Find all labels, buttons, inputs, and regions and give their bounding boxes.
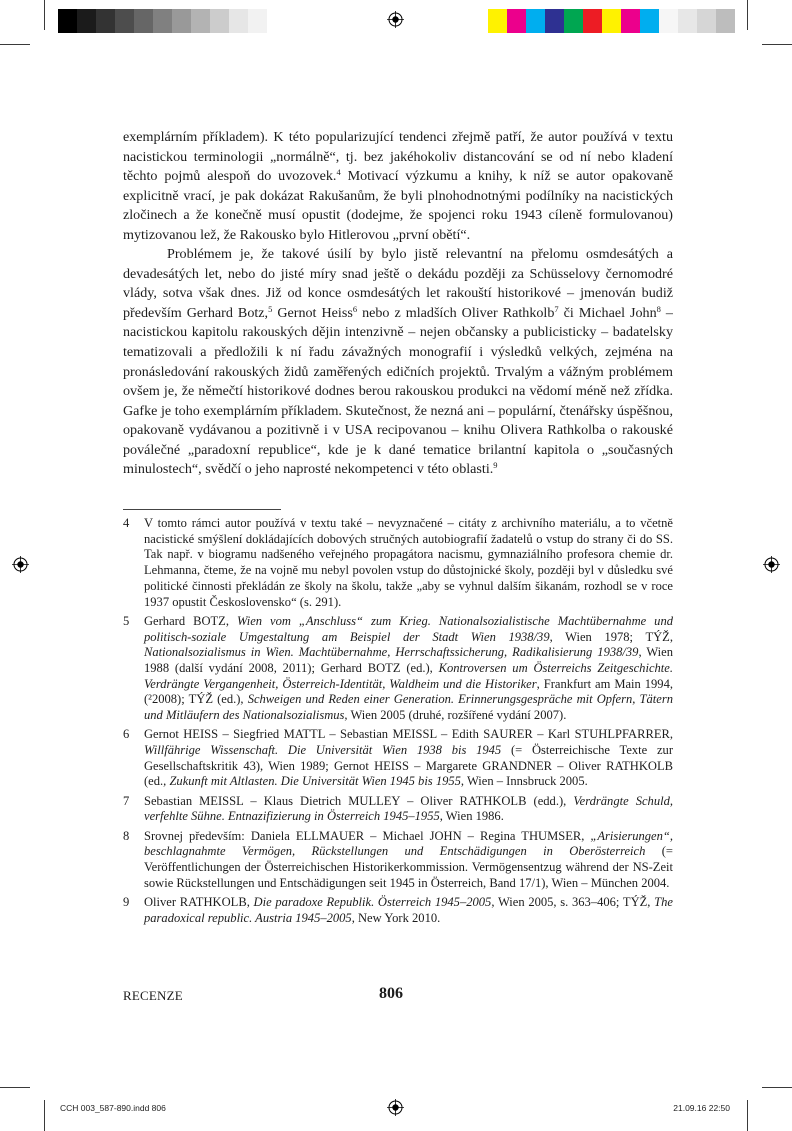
color-patch (716, 9, 735, 33)
color-patch (229, 9, 248, 33)
footnote-text: Srovnej především: Daniela ELLMAUER – Michael JOHN – Regina THUMSER, „Arisierungen“, beschlagnahmte Vermögen, Rückstellungen und Entschädigungen in Oberösterreich (= Veröffentlichungen der Österreichischen Historikerkommission. Vermögensentzug während der NS-Zeit sowie Rückstellungen und Entschädigungen seit 1945 in Österreich, Band 17/1), Wien – München 2004. (144, 828, 673, 890)
color-patch (488, 9, 507, 33)
crop-mark (0, 44, 30, 45)
footnote-text: Sebastian MEISSL – Klaus Dietrich MULLEY – Oliver RATHKOLB (edd.), Verdrängte Schuld, verfehlte Sühne. Entnazifizierung in Österreich 1945–1955, Wien 1986. (144, 793, 674, 824)
color-patch (678, 9, 697, 33)
footnote-text: Oliver RATHKOLB, Die paradoxe Republik. Österreich 1945–2005, Wien 2005, s. 363–406; TÝŽ, The paradoxical republic. Austria 1945–2005, New York 2010. (144, 895, 673, 925)
page-number: 806 (379, 985, 403, 1002)
color-patch (640, 9, 659, 33)
crop-mark (0, 1087, 30, 1088)
running-head: RECENZE (123, 988, 183, 1003)
color-patch (248, 9, 267, 33)
color-patch (697, 9, 716, 33)
footnote-number: 4 (123, 516, 130, 530)
footnote-text: Gernot HEISS – Siegfried MATTL – Sebastian MEISSL – Edith SAURER – Karl STUHLPFARRER, Willfährige Wissenschaft. Die Universität Wien 1938 bis 1945 (= Österreichische Texte zur Gesellschaftskritik 43), Wien 1989; Gernot HEISS – Margarete GRANDNER – Oliver RATHKOLB (ed., Zukunft mit Altlasten. Die Universität Wien 1945 bis 1955, Wien – Innsbruck 2005. (144, 727, 673, 789)
text-run: Motivací výzkumu a knihy, k níž se autor opakovaně explicitně vrací, je pak dokázat Rakušanům, že byli plnohodnotnými podílníky na nacistických zločinech a že konečně musí opustit (dodejme, že spojenci roku 1943 cíleně formulovanou) mytizovanou lež, že Rakousko bylo Hitlerovou „první obětí“. (123, 168, 673, 243)
color-patch (96, 9, 115, 33)
crop-mark (44, 0, 45, 30)
footnote-number: 8 (123, 828, 130, 843)
registration-mark-icon (387, 11, 404, 28)
text-run: exemplárním příkladem). K této popularizující tendenci zřejmě patří, že autor používá v textu nacistickou terminologii „normálně“, tj. bez jakéhokoliv distancování se od ní nebo kladení těchto pojmů alespoň do uvozovek. (123, 129, 673, 185)
footnote-ref[interactable]: 9 (493, 460, 498, 471)
color-patch (545, 9, 564, 33)
crop-mark (44, 1100, 45, 1131)
color-patch (172, 9, 191, 33)
body-text (123, 128, 673, 480)
color-patch (583, 9, 602, 33)
slug-timestamp: 21.09.16 22:50 (673, 1103, 730, 1113)
color-patch (267, 9, 286, 33)
color-patch (526, 9, 545, 33)
footnote-number: 5 (123, 613, 130, 628)
crop-mark (762, 1087, 792, 1088)
text-run: či Michael John (558, 304, 657, 321)
slug-filename: CCH 003_587-890.indd 806 (60, 1103, 166, 1113)
text-run: Gernot Heiss (272, 304, 353, 321)
color-patch (210, 9, 229, 33)
text-run: nebo z mladších Oliver Rathkolb (357, 304, 555, 321)
footnote (123, 614, 673, 724)
color-patch (115, 9, 134, 33)
footnote-text: Gerhard BOTZ, Wien vom „Anschluss“ zum Krieg. Nationalsozialistische Machtübernahme und politisch-soziale Umgestaltung am Beispiel der Stadt Wien 1938/39, Wien 1978; TÝŽ, Nationalsozialismus in Wien. Machtübernahme, Herrschaftssicherung, Radikalisierung 1938/39, Wien 1988 (další vydání 2008, 2011); Gerhard BOTZ (ed.), Kontroversen um Österreichs Zeitgeschichte. Verdrängte Vergangenheit, Österreich-Identität, Waldheim und die Historiker, Frankfurt am Main 1994, (²2008); TÝŽ (ed.), Schweigen und Reden einer Generation. Erinnerungsgespräche mit Opfern, Tätern und Mitläufern des Nationalsozialismus, Wien 2005 (druhé, rozšířené vydání 2007). (144, 613, 673, 723)
color-patch (564, 9, 583, 33)
footnote-text: V tomto rámci autor používá v textu také – nevyznačené – citáty z archivního materiálu, a to včetně nacistické smýšlení dokládajících dobových stručných autobiografií žadatelů o vstup do strany či do SS. Tak např. v biogramu nadšeného veřejného propagátora nacismu, gymnaziálního profesora chemie dr. Lehmanna, čteme, že na vojně mu nebyl povolen vstup do důstojnické školy, později byl v důsledku své politické činnosti překládán ze školy na školu, takže „aby se vyhnul dalším šikanám, rozhodl se v roce 1937 opustit Československo“ (s. 291). (144, 516, 673, 609)
color-patch (153, 9, 172, 33)
crop-mark (762, 44, 792, 45)
footnote-separator (123, 509, 281, 510)
crop-mark (747, 0, 748, 30)
footnote (123, 727, 673, 790)
registration-mark-icon (12, 556, 29, 573)
footnote-number: 6 (123, 727, 130, 742)
footnote-ref[interactable]: 6 (352, 303, 358, 314)
color-patch (134, 9, 153, 33)
footnote (123, 895, 673, 926)
footnote-ref[interactable]: 5 (268, 303, 273, 314)
registration-mark-icon (387, 1099, 404, 1116)
footnotes (123, 516, 673, 930)
footnote-ref[interactable]: 7 (554, 303, 559, 314)
color-patch (602, 9, 621, 33)
footnote (123, 794, 673, 825)
footnote (123, 829, 673, 892)
text-run: – nacistickou kapitolu rakouských dějin intenzivně – nejen občansky a publicisticky – badatelsky tematizovali a předložili k ní řadu závažných monografií i výsledků velkých, zejména na pronásledování rakouských židů zaměřených edičních projektů. Trvalým a vážným problémem ovšem je, že němečtí historikové dodnes berou rakouskou produkci na vědomí méně než zřídka. Gafke je toho exemplárním příkladem. Skutečnost, že nezná ani – populární, čtenářsky úspěšnou, opakovaně vydávanou a pozitivně i v USA recipovanou – knihu Olivera Rathkolba o rakouské poválečné „paradoxní republice“, kde je k dané tematice brilantní kapitola o „současných minulostech“, svědčí o jeho naprosté nekompetenci v této oblasti. (123, 304, 673, 478)
color-patch (659, 9, 678, 33)
footnote-number: 9 (123, 895, 130, 910)
footnote-ref[interactable]: 8 (656, 303, 661, 314)
footnote-ref[interactable]: 4 (336, 167, 341, 178)
text-run: Problémem je, že takové úsilí by bylo jistě relevantní na přelomu osmdesátých a devadesátých let, nebo do jisté míry snad ještě o dekádu později za Schüsselovy černomodré vlády, sotva však dnes. Již od konce osmdesátých let rakouští historikové – jmenován budiž především Gerhard Botz, (123, 246, 673, 321)
color-patch (191, 9, 210, 33)
color-patch (77, 9, 96, 33)
body-paragraph (123, 128, 673, 245)
crop-mark (747, 1100, 748, 1131)
color-patch (621, 9, 640, 33)
grayscale-calibration-bar (58, 9, 286, 33)
color-patch (507, 9, 526, 33)
footnote (123, 516, 673, 610)
registration-mark-icon (763, 556, 780, 573)
color-calibration-bar (488, 9, 735, 33)
body-paragraph (123, 245, 673, 480)
color-patch (58, 9, 77, 33)
footnote-number: 7 (123, 793, 130, 808)
